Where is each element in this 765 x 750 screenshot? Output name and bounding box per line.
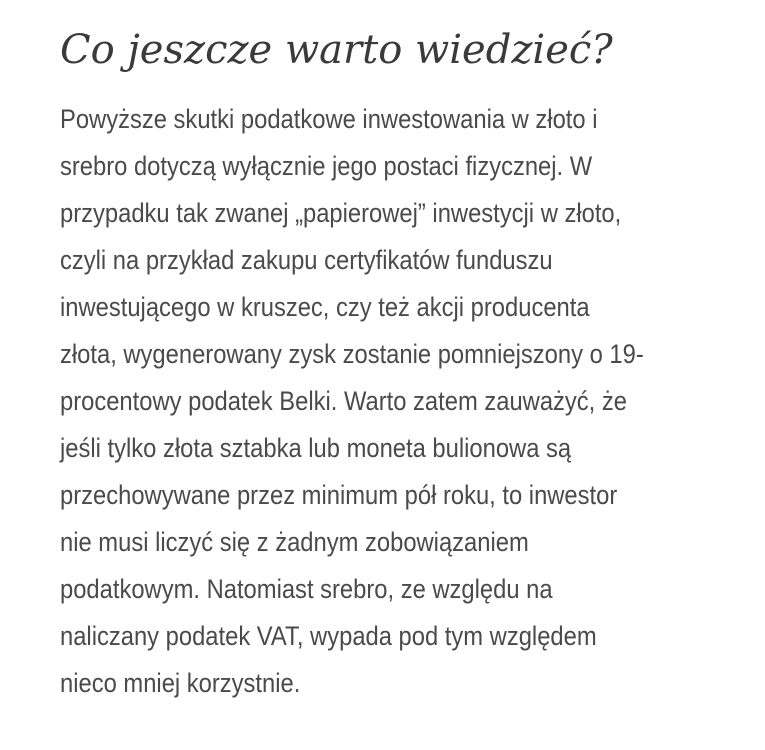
paragraph-line: jeśli tylko złota sztabka lub moneta bulionowa są [60,433,572,463]
paragraph-line: podatkowym. Natomiast srebro, ze względu na [60,574,553,604]
paragraph-line: nieco mniej korzystnie. [60,668,301,698]
paragraph-line: Powyższe skutki podatkowe inwestowania w złoto i [60,104,598,134]
paragraph-line: przechowywane przez minimum pół roku, to inwestor [60,480,618,510]
paragraph-line: naliczany podatek VAT, wypada pod tym względem [60,621,597,651]
paragraph-line: przypadku tak zwanej „papierowej” inwestycji w złoto, [60,198,622,228]
paragraph-line: inwestującego w kruszec, czy też akcji producenta [60,292,590,322]
paragraph-line: srebro dotyczą wyłącznie jego postaci fizycznej. W [60,151,593,181]
paragraph-line: czyli na przykład zakupu certyfikatów funduszu [60,245,553,275]
paragraph-line: procentowy podatek Belki. Warto zatem zauważyć, że [60,386,627,416]
section-paragraph [60,96,735,707]
section-heading: Co jeszcze warto wiedzieć? [60,27,613,73]
paragraph-line: złota, wygenerowany zysk zostanie pomniejszony o 19- [60,339,644,369]
paragraph-line: nie musi liczyć się z żadnym zobowiązaniem [60,527,529,557]
